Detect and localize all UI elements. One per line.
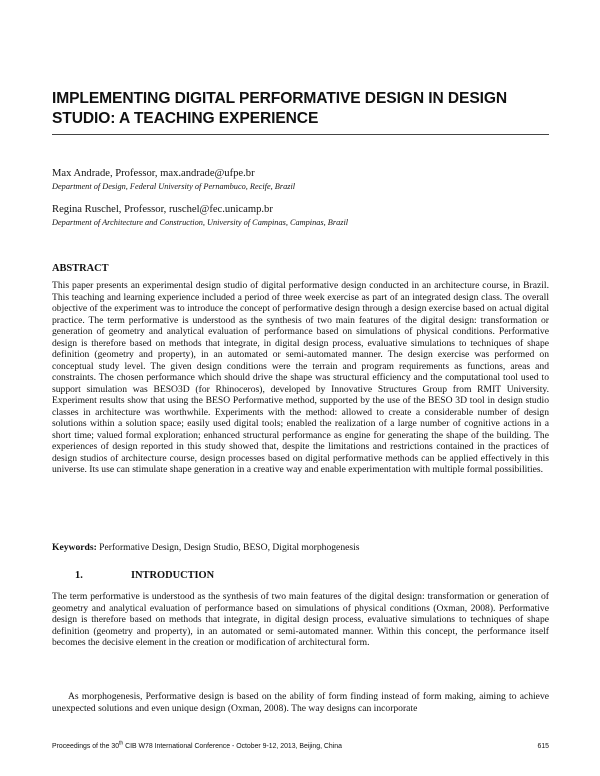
author-2-affiliation: Department of Architecture and Construction, University of Campinas, Campinas, Brazil xyxy=(52,218,349,227)
page-number: 615 xyxy=(537,743,549,750)
section-heading-introduction xyxy=(75,569,214,582)
footer-proceedings xyxy=(52,742,342,751)
abstract-text: This paper presents an experimental design studio of digital performative design conducted in an architecture course, in Brazil. This teaching and learning experience included a period of three week exercise as part of an integrated design class. The overall objective of the experiment was to introduce the concept of performative design through a design exercise based on actual digital practice. The term performative is understood as the synthesis of two main features of the digital design: transformation or generation of geometry and analytical evaluation of performance based on simulations of physical conditions. Performative design is therefore based on methods that integrate, in digital design process, evaluative simulations to techniques of shape definition (geometry and property), in an automated or semi-automated manner. The design exercise was performed on conceptual study level. The given design conditions were the terrain and program requirements as functions, areas and constraints. The chosen performance which should drive the shape was structural efficiency and the computational tool used to support simulation was BESO3D (for Rhinoceros), developed by Innovative Structures Group from RMIT University. Experiment results show that using the BESO Performative method, supported by the use of the BESO 3D tool in design studio classes in architecture was worthwhile. Experiments with the method: allowed to create a considerable number of design solutions within a solution space; easily used digital tools; enabled the realization of a large number of cognitive actions in a short time; valued formal exploration; enhanced structural performance as engine for generating the shape of the building. The experiences of design reported in this study showed that, despite the limitations and restrictions contained in the practices of design studios of architecture course, design processes based on digital performative methods can be applied effectively in this universe. Its use can stimulate shape generation in a creative way and enable experimentation with multiple formal possibilities. xyxy=(52,280,549,475)
keywords-label: Keywords: xyxy=(52,542,97,553)
intro-paragraph-2: As morphogenesis, Performative design is based on the ability of form finding instead of form making, aiming to achieve unexpected solutions and even unique design (Oxman, 2008). The way designs can incorporate xyxy=(52,691,549,714)
author-2-line: Regina Ruschel, Professor, ruschel@fec.unicamp.br xyxy=(52,204,273,215)
title-divider xyxy=(52,134,549,135)
author-1-line: Max Andrade, Professor, max.andrade@ufpe.br xyxy=(52,168,255,179)
footer-text-after-sup: CIB W78 International Conference - October 9-12, 2013, Beijing, China xyxy=(123,743,342,750)
footer-text-before-sup: Proceedings of the 30 xyxy=(52,743,120,750)
author-1-affiliation: Department of Design, Federal University of Pernambuco, Recife, Brazil xyxy=(52,182,296,191)
paper-title-line-1: IMPLEMENTING DIGITAL PERFORMATIVE DESIGN IN DESIGN xyxy=(52,90,508,107)
paper-title xyxy=(52,89,552,129)
section-title: INTRODUCTION xyxy=(131,570,215,581)
abstract-heading: ABSTRACT xyxy=(52,263,109,274)
keywords-text: Performative Design, Design Studio, BESO, Digital morphogenesis xyxy=(96,542,360,553)
section-number: 1. xyxy=(75,570,83,581)
footer-sup: th xyxy=(119,740,124,747)
keywords-line xyxy=(52,542,549,554)
paper-title-line-2: STUDIO: A TEACHING EXPERIENCE xyxy=(52,110,319,127)
intro-paragraph-1: The term performative is understood as the synthesis of two main features of the digital design: transformation or generation of geometry and analytical evaluation of performance based on simulations of physical conditions (Oxman, 2008). Performative design is therefore based on methods that integrate, in digital design process, evaluative simulations to techniques of shape definition (geometry and property), in an automated or semi-automated manner. Within this concept, the performance itself becomes the decisive element in the creation or modification of architectural form. xyxy=(52,591,549,648)
